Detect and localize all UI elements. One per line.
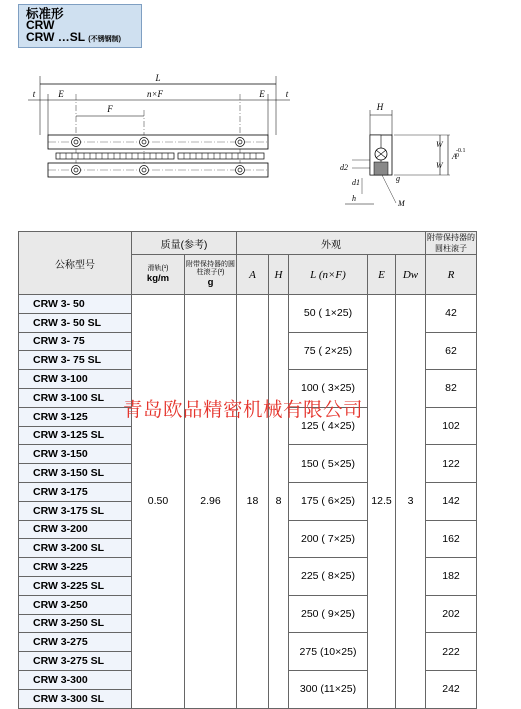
dim-label-L: L	[155, 73, 161, 83]
R-cell: 182	[426, 558, 477, 596]
L-cell: 250 ( 9×25)	[289, 595, 368, 633]
L-cell: 100 ( 3×25)	[289, 370, 368, 408]
product-type-badge	[18, 4, 142, 48]
R-cell: 142	[426, 482, 477, 520]
model-cell: CRW 3- 75	[19, 332, 132, 351]
R-cell: 122	[426, 445, 477, 483]
dim-label-t-left: t	[32, 89, 36, 99]
header-cage-mass: 附带保持器的圆柱滚子(²) g	[185, 255, 237, 295]
R-cell: 42	[426, 295, 477, 333]
R-cell: 222	[426, 633, 477, 671]
header-H: H	[269, 255, 289, 295]
model-cell: CRW 3-300	[19, 670, 132, 689]
dim-label-E-left: E	[58, 89, 64, 99]
model-cell-sl: CRW 3-225 SL	[19, 576, 132, 595]
model-cell-sl: CRW 3-275 SL	[19, 652, 132, 671]
header-Dw: Dw	[396, 255, 426, 295]
L-cell: 125 ( 4×25)	[289, 407, 368, 445]
model-cell: CRW 3-100	[19, 370, 132, 389]
L-cell: 200 ( 7×25)	[289, 520, 368, 558]
R-cell: 202	[426, 595, 477, 633]
header-L: L (n×F)	[289, 255, 368, 295]
R-cell: 242	[426, 670, 477, 708]
Dw-cell: 3	[396, 295, 426, 709]
A-cell: 18	[237, 295, 269, 709]
H-cell: 8	[269, 295, 289, 709]
model-cell-sl: CRW 3-200 SL	[19, 539, 132, 558]
model-cell-sl: CRW 3-150 SL	[19, 464, 132, 483]
L-cell: 175 ( 6×25)	[289, 482, 368, 520]
badge-material-note: (不锈钢制)	[88, 36, 121, 43]
L-cell: 275 (10×25)	[289, 633, 368, 671]
model-cell: CRW 3-150	[19, 445, 132, 464]
dim-label-M: M	[398, 199, 405, 208]
model-cell: CRW 3-225	[19, 558, 132, 577]
model-cell-sl: CRW 3-175 SL	[19, 501, 132, 520]
R-cell: 62	[426, 332, 477, 370]
dim-label-E-right: E	[259, 89, 265, 99]
header-roller-group: 附带保持器的圆柱滚子	[427, 233, 475, 253]
dim-label-d1: d1	[352, 178, 360, 187]
header-model: 公称型号	[19, 232, 132, 295]
dim-label-d2: d2	[340, 163, 348, 172]
header-R: R	[426, 255, 477, 295]
cage-mass-cell: 2.96	[185, 295, 237, 709]
L-cell: 225 ( 8×25)	[289, 558, 368, 596]
L-cell: 300 (11×25)	[289, 670, 368, 708]
model-cell-sl: CRW 3-300 SL	[19, 689, 132, 708]
rail-mass-cell: 0.50	[132, 295, 185, 709]
dim-label-W-bottom: W	[436, 161, 443, 170]
header-E: E	[368, 255, 396, 295]
dim-label-t-right: t	[285, 89, 289, 99]
model-cell: CRW 3-250	[19, 595, 132, 614]
dim-label-nF: n×F	[146, 89, 164, 99]
badge-model-sl: CRW …SL (不锈钢制)	[26, 30, 121, 44]
E-cell: 12.5	[368, 295, 396, 709]
model-cell: CRW 3- 50	[19, 295, 132, 314]
model-cell-sl: CRW 3- 75 SL	[19, 351, 132, 370]
model-cell-sl: CRW 3-100 SL	[19, 388, 132, 407]
dim-label-W-top: W	[436, 140, 443, 149]
dim-label-A: A	[452, 152, 457, 161]
spec-table	[18, 231, 477, 709]
model-cell-sl: CRW 3- 50 SL	[19, 313, 132, 332]
technical-drawing	[0, 60, 521, 215]
header-rail-mass: 滑轨(¹) kg/m	[132, 255, 185, 295]
model-cell: CRW 3-275	[19, 633, 132, 652]
model-cell-sl: CRW 3-250 SL	[19, 614, 132, 633]
R-cell: 102	[426, 407, 477, 445]
model-cell: CRW 3-200	[19, 520, 132, 539]
L-cell: 50 ( 1×25)	[289, 295, 368, 333]
dim-label-tolerance-lower: -0.1	[456, 148, 466, 154]
badge-title: 标准形	[26, 7, 64, 21]
dim-label-g: g	[396, 174, 400, 183]
table-row	[19, 295, 477, 314]
dim-label-tolerance: 0	[456, 153, 459, 159]
spec-table-body	[19, 295, 477, 709]
model-cell-sl: CRW 3-125 SL	[19, 426, 132, 445]
badge-model-crw: CRW	[26, 18, 55, 32]
header-mass: 质量(参考)	[132, 232, 237, 255]
R-cell: 162	[426, 520, 477, 558]
dim-label-H: H	[376, 102, 384, 112]
model-cell: CRW 3-175	[19, 482, 132, 501]
header-dimensions: 外观	[237, 232, 426, 255]
dim-label-F: F	[107, 104, 113, 114]
L-cell: 75 ( 2×25)	[289, 332, 368, 370]
L-cell: 150 ( 5×25)	[289, 445, 368, 483]
dim-label-h: h	[352, 194, 356, 203]
R-cell: 82	[426, 370, 477, 408]
model-cell: CRW 3-125	[19, 407, 132, 426]
company-watermark: 青岛欧品精密机械有限公司	[123, 398, 364, 421]
header-A: A	[237, 255, 269, 295]
